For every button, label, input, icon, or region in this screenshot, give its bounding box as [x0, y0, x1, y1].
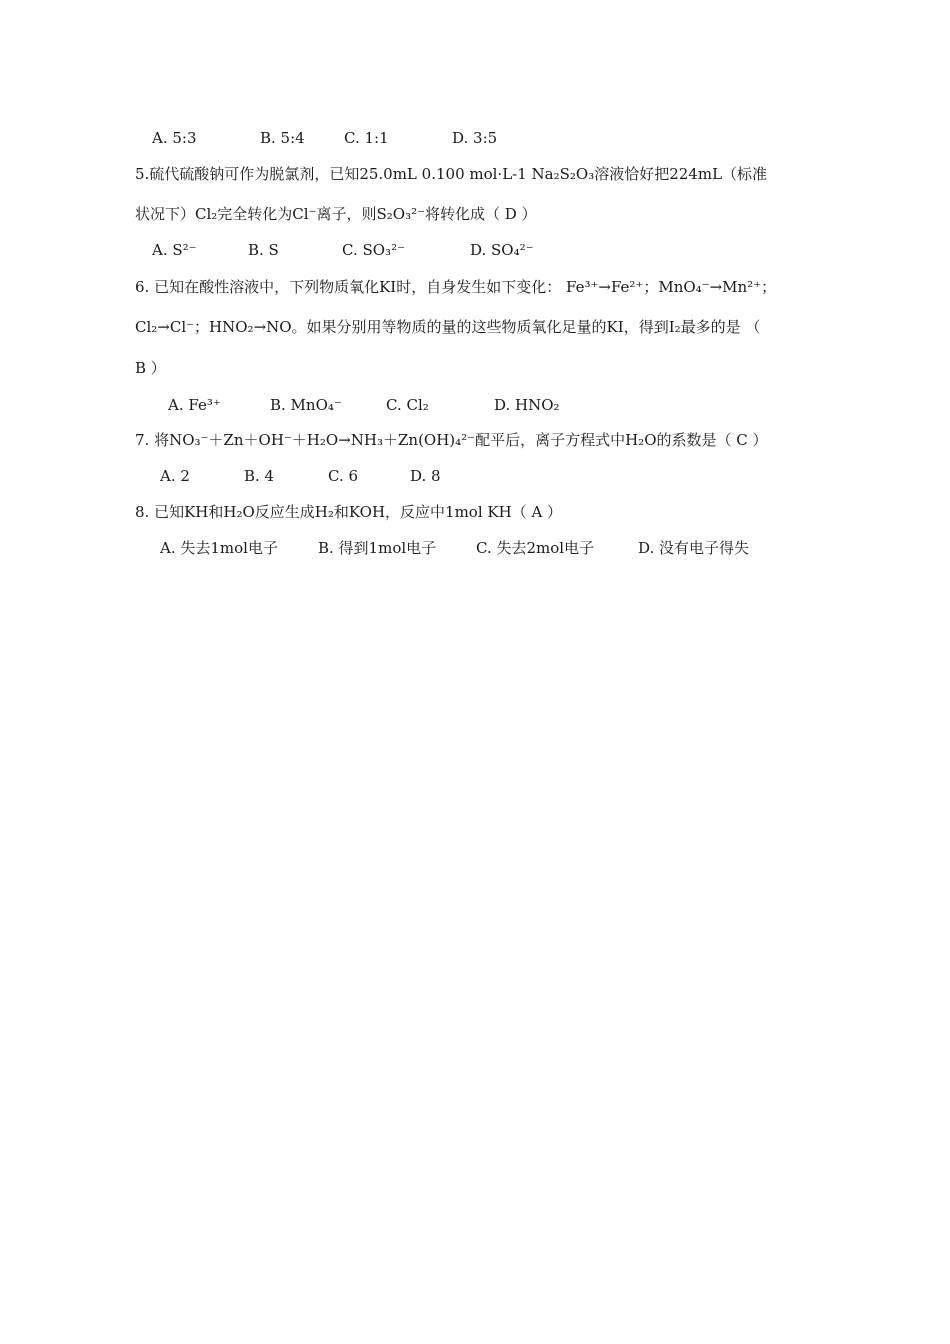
q7-text-line1: 7. 将NO₃⁻＋Zn＋OH⁻＋H₂O→NH₃＋Zn(OH)₄²⁻配平后，离子方程式中H₂O的系数是（ C ） [135, 431, 768, 449]
q6-option-c: C. Cl₂ [386, 396, 429, 414]
q7-option-d: D. 8 [410, 467, 441, 485]
q5-text-line2: 状况下）Cl₂完全转化为Cl⁻离子，则S₂O₃²⁻将转化成（ D ） [135, 205, 537, 223]
q6-text-line2: Cl₂→Cl⁻；HNO₂→NO。如果分别用等物质的量的这些物质氧化足量的KI，得到I₂最多的是 （ [135, 318, 761, 336]
q5-options [152, 240, 534, 260]
q6-option-a: A. Fe³⁺ [168, 396, 221, 414]
q6-options [168, 395, 560, 415]
q6-text-line3: B ） [135, 359, 166, 377]
q8-options [160, 538, 749, 558]
q5-option-d: D. SO₄²⁻ [470, 241, 534, 259]
q7-option-c: C. 6 [328, 467, 359, 485]
q4-option-b: B. 5:4 [260, 129, 305, 147]
q5-option-b: B. S [248, 241, 279, 259]
q4-options [152, 128, 497, 148]
q8-option-a: A. 失去1mol电子 [160, 539, 278, 557]
q7-option-b: B. 4 [244, 467, 275, 485]
q5-text-line1: 5.硫代硫酸钠可作为脱氯剂，已知25.0mL 0.100 mol·L-1 Na₂S₂O₃溶液恰好把224mL（标准 [135, 165, 768, 183]
q4-option-c: C. 1:1 [344, 129, 389, 147]
q4-option-d: D. 3:5 [452, 129, 498, 147]
q8-option-d: D. 没有电子得失 [638, 539, 750, 557]
q4-option-a: A. 5:3 [152, 129, 197, 147]
q8-option-c: C. 失去2mol电子 [476, 539, 595, 557]
q8-text-line1: 8. 已知KH和H₂O反应生成H₂和KOH，反应中1mol KH（ A ） [135, 503, 563, 521]
q6-option-d: D. HNO₂ [494, 396, 560, 414]
q6-option-b: B. MnO₄⁻ [270, 396, 342, 414]
q8-option-b: B. 得到1mol电子 [318, 539, 437, 557]
q6-text-line1: 6. 已知在酸性溶液中，下列物质氧化KI时，自身发生如下变化： Fe³⁺→Fe²⁺；MnO₄⁻→Mn²⁺； [135, 278, 777, 296]
q7-option-a: A. 2 [160, 467, 190, 485]
q7-options [160, 466, 441, 486]
q5-option-c: C. SO₃²⁻ [342, 241, 405, 259]
q5-option-a: A. S²⁻ [152, 241, 197, 259]
